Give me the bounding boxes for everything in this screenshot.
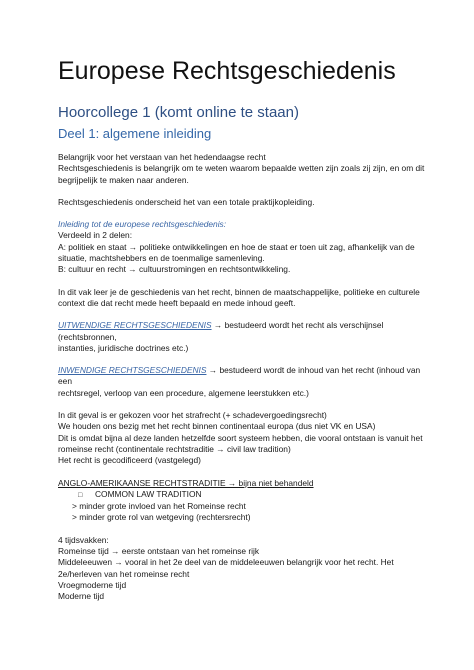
paragraph-strafrecht bbox=[58, 410, 434, 466]
text-line: situatie, machtshebbers en de toenmalige samenleving. bbox=[58, 253, 265, 264]
text-line: Vroegmoderne tijd bbox=[58, 579, 127, 590]
text-line: Rechtsgeschiedenis onderscheid het van een totale praktijkopleiding. bbox=[58, 196, 315, 207]
text-line: We houden ons bezig met het recht binnen continentaal europa (dus niet VK en USA) bbox=[58, 421, 376, 432]
paragraph-vak bbox=[58, 287, 434, 310]
section-uitwendig bbox=[58, 320, 434, 354]
heading-hoorcollege: Hoorcollege 1 (komt online te staan) bbox=[58, 104, 299, 121]
text-line: romeinse recht (continentale rechtstraditie → civil law tradition) bbox=[58, 443, 291, 454]
text-line: A: politiek en staat → politieke ontwikkelingen en hoe de staat er toen uit zag, afhankelijk van de bbox=[58, 241, 415, 252]
section-tijdsvakken bbox=[58, 535, 434, 603]
text-line: Rechtsgeschiedenis is belangrijk om te weten waarom bepaalde wetten zijn zoals zij zijn, en om dit bbox=[58, 163, 425, 174]
paragraph-intro bbox=[58, 152, 434, 186]
text-line bbox=[58, 320, 434, 343]
inleiding-heading: Inleiding tot de europese rechtsgeschiedenis: bbox=[58, 219, 227, 230]
inwendig-text: → bestudeerd wordt de inhoud van het recht (inhoud van een bbox=[58, 365, 421, 387]
text-line: rechtsregel, verloop van een procedure, algemene leerstukken etc.) bbox=[58, 387, 309, 398]
bullet-icon: □ bbox=[78, 491, 83, 499]
text-line: Het recht is gecodificeerd (vastgelegd) bbox=[58, 455, 201, 466]
section-inwendig bbox=[58, 365, 434, 399]
text-line: Moderne tijd bbox=[58, 591, 105, 602]
list-item: > minder grote invloed van het Romeinse recht bbox=[72, 501, 246, 512]
tijdsvakken-heading: 4 tijdsvakken: bbox=[58, 534, 109, 545]
uitwendig-label: UITWENDIGE RECHTSGESCHIEDENIS bbox=[58, 320, 212, 331]
text-line: In dit geval is er gekozen voor het strafrecht (+ schadevergoedingsrecht) bbox=[58, 410, 327, 421]
text-line: instanties, juridische doctrines etc.) bbox=[58, 342, 189, 353]
text-line: Romeinse tijd → eerste ontstaan van het romeinse rijk bbox=[58, 546, 260, 557]
text-line: Belangrijk voor het verstaan van het hedendaagse recht bbox=[58, 152, 266, 162]
document-title: Europese Rechtsgeschiedenis bbox=[58, 57, 396, 85]
text-line bbox=[58, 365, 434, 388]
section-inleiding bbox=[58, 219, 434, 275]
text-line: Dit is omdat bijna al deze landen hetzelfde soort systeem hebben, die vooral ontstaan is vanuit het bbox=[58, 432, 423, 443]
list-item: > minder grote rol van wetgeving (rechtersrecht) bbox=[72, 512, 251, 523]
list-item bbox=[58, 489, 434, 501]
text-line: begrijpelijk te maken naar anderen. bbox=[58, 174, 189, 185]
heading-deel: Deel 1: algemene inleiding bbox=[58, 126, 212, 141]
text-line: context die dat recht mede heeft bepaald en mede inhoud geeft. bbox=[58, 297, 296, 308]
text-line: Verdeeld in 2 delen: bbox=[58, 230, 133, 241]
text-line: 2e/herleven van het romeinse recht bbox=[58, 568, 190, 579]
text-line: In dit vak leer je de geschiedenis van het recht, binnen de maatschappelijke, politieke en culturele bbox=[58, 286, 420, 297]
anglo-heading: ANGLO-AMERIKAANSE RECHTSTRADITIE → bijna niet behandeld bbox=[58, 477, 314, 488]
text-line: Middeleeuwen → vooral in het 2e deel van de middeleeuwen belangrijk voor het recht. Het bbox=[58, 557, 394, 568]
bullet-text: COMMON LAW TRADITION bbox=[95, 488, 202, 499]
section-anglo bbox=[58, 478, 434, 524]
uitwendig-text: → bestudeerd wordt het recht als verschijnsel (rechtsbronnen, bbox=[58, 320, 384, 342]
text-line: B: cultuur en recht → cultuurstromingen en rechtsontwikkeling. bbox=[58, 264, 291, 275]
inwendig-label: INWENDIGE RECHTSGESCHIEDENIS bbox=[58, 365, 207, 376]
